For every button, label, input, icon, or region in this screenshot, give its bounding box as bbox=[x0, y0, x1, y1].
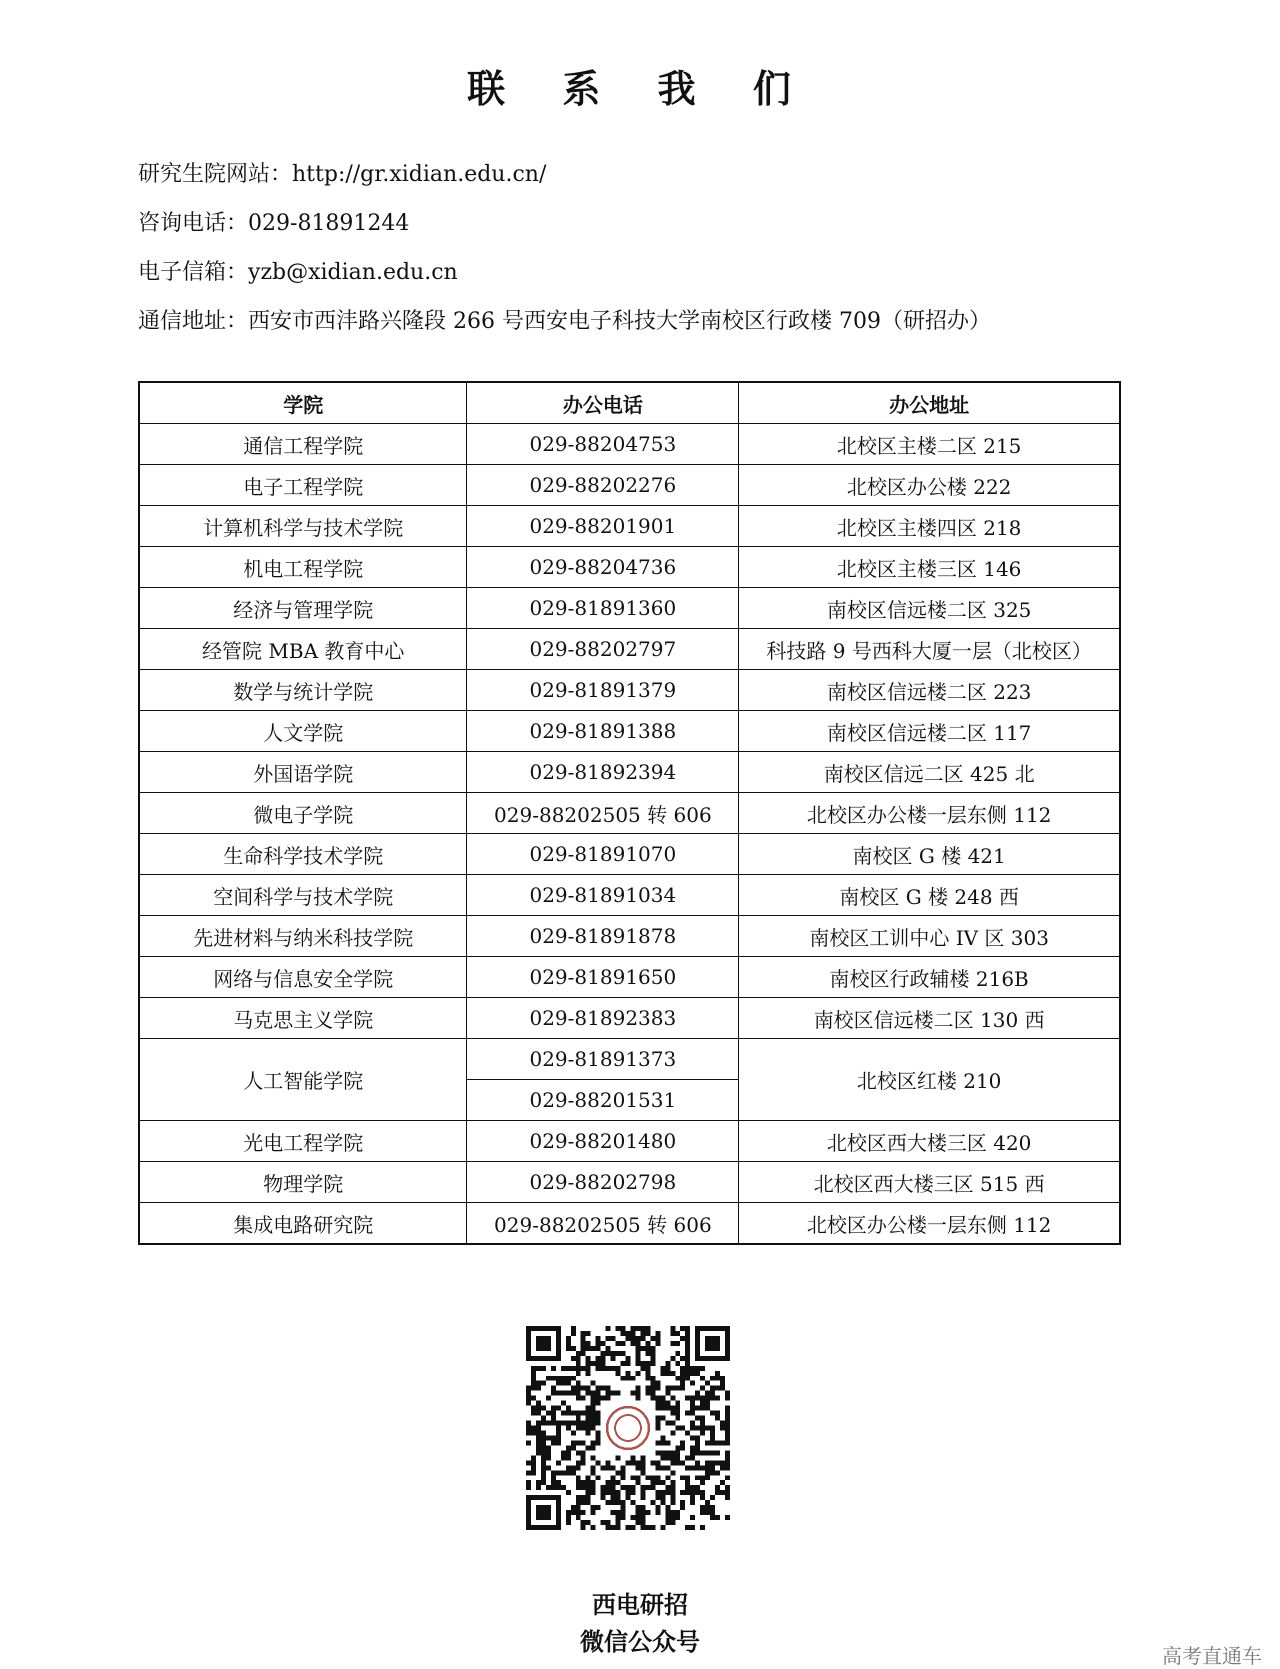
table-row bbox=[139, 547, 1120, 588]
address-cell: 南校区信远楼二区 117 bbox=[739, 711, 1120, 752]
table-row bbox=[139, 629, 1120, 670]
address-cell: 北校区主楼二区 215 bbox=[739, 424, 1120, 465]
table-row bbox=[139, 752, 1120, 793]
college-cell: 马克思主义学院 bbox=[139, 998, 467, 1039]
college-cell: 通信工程学院 bbox=[139, 424, 467, 465]
college-cell: 电子工程学院 bbox=[139, 465, 467, 506]
info-website bbox=[138, 155, 991, 204]
contact-info bbox=[138, 155, 991, 351]
phone-cell: 029-88201901 bbox=[467, 506, 739, 547]
college-cell: 光电工程学院 bbox=[139, 1121, 467, 1162]
college-cell: 数学与统计学院 bbox=[139, 670, 467, 711]
qr-caption-line2: 微信公众号 bbox=[580, 1628, 700, 1656]
address-cell: 北校区红楼 210 bbox=[739, 1039, 1120, 1121]
college-cell: 物理学院 bbox=[139, 1162, 467, 1203]
address-cell: 南校区 G 楼 421 bbox=[739, 834, 1120, 875]
address-cell: 北校区西大楼三区 515 西 bbox=[739, 1162, 1120, 1203]
college-cell: 网络与信息安全学院 bbox=[139, 957, 467, 998]
phone-cell: 029-88204753 bbox=[467, 424, 739, 465]
address-cell: 北校区办公楼一层东侧 112 bbox=[739, 793, 1120, 834]
header-phone: 办公电话 bbox=[467, 382, 739, 424]
table-row bbox=[139, 916, 1120, 957]
phone-cell: 029-88204736 bbox=[467, 547, 739, 588]
phone-cell: 029-81891878 bbox=[467, 916, 739, 957]
phone-cell: 029-81891034 bbox=[467, 875, 739, 916]
college-cell: 人工智能学院 bbox=[139, 1039, 467, 1121]
college-cell: 经管院 MBA 教育中心 bbox=[139, 629, 467, 670]
address-cell: 南校区信远二区 425 北 bbox=[739, 752, 1120, 793]
table-row bbox=[139, 1039, 1120, 1080]
table-row bbox=[139, 506, 1120, 547]
table-row bbox=[139, 670, 1120, 711]
header-address: 办公地址 bbox=[739, 382, 1120, 424]
table-row bbox=[139, 1203, 1120, 1245]
college-contact-table bbox=[138, 381, 1121, 1245]
table-row bbox=[139, 793, 1120, 834]
table-row bbox=[139, 424, 1120, 465]
address-cell: 南校区信远楼二区 130 西 bbox=[739, 998, 1120, 1039]
college-cell: 微电子学院 bbox=[139, 793, 467, 834]
header-college: 学院 bbox=[139, 382, 467, 424]
info-email bbox=[138, 253, 991, 302]
address-value: 西安市西沣路兴隆段 266 号西安电子科技大学南校区行政楼 709（研招办） bbox=[248, 309, 991, 334]
address-cell: 北校区主楼三区 146 bbox=[739, 547, 1120, 588]
phone-cell: 029-88202505 转 606 bbox=[467, 1203, 739, 1245]
info-label: 通信地址： bbox=[138, 309, 249, 334]
phone-cell: 029-81891388 bbox=[467, 711, 739, 752]
table-row bbox=[139, 957, 1120, 998]
table-row bbox=[139, 1121, 1120, 1162]
college-cell: 经济与管理学院 bbox=[139, 588, 467, 629]
address-cell: 北校区办公楼 222 bbox=[739, 465, 1120, 506]
phone-cell: 029-81892394 bbox=[467, 752, 739, 793]
college-cell: 机电工程学院 bbox=[139, 547, 467, 588]
table-body bbox=[139, 424, 1120, 1245]
phone-cell: 029-88202797 bbox=[467, 629, 739, 670]
table-row bbox=[139, 834, 1120, 875]
address-cell: 北校区办公楼一层东侧 112 bbox=[739, 1203, 1120, 1245]
address-cell: 科技路 9 号西科大厦一层（北校区） bbox=[739, 629, 1120, 670]
watermark: 高考直通车 bbox=[1162, 1644, 1262, 1668]
address-cell: 南校区信远楼二区 325 bbox=[739, 588, 1120, 629]
college-cell: 先进材料与纳米科技学院 bbox=[139, 916, 467, 957]
phone-cell: 029-88202798 bbox=[467, 1162, 739, 1203]
college-cell: 集成电路研究院 bbox=[139, 1203, 467, 1245]
phone-cell: 029-88201480 bbox=[467, 1121, 739, 1162]
email-link[interactable]: yzb@xidian.edu.cn bbox=[248, 260, 458, 285]
table-row bbox=[139, 1162, 1120, 1203]
table-row bbox=[139, 465, 1120, 506]
college-cell: 空间科学与技术学院 bbox=[139, 875, 467, 916]
college-cell: 人文学院 bbox=[139, 711, 467, 752]
phone-cell: 029-81891373 bbox=[467, 1039, 739, 1080]
info-label: 研究生院网站： bbox=[138, 162, 293, 187]
address-cell: 南校区工训中心 IV 区 303 bbox=[739, 916, 1120, 957]
table-row bbox=[139, 711, 1120, 752]
phone-cell: 029-81891360 bbox=[467, 588, 739, 629]
phone-cell: 029-81891379 bbox=[467, 670, 739, 711]
address-cell: 南校区 G 楼 248 西 bbox=[739, 875, 1120, 916]
table-header-row bbox=[139, 382, 1120, 424]
wechat-qr-code-icon bbox=[526, 1326, 730, 1530]
college-cell: 外国语学院 bbox=[139, 752, 467, 793]
phone-cell: 029-81891650 bbox=[467, 957, 739, 998]
phone-value: 029-81891244 bbox=[248, 211, 410, 236]
table-row bbox=[139, 875, 1120, 916]
info-address bbox=[138, 302, 991, 351]
address-cell: 南校区信远楼二区 223 bbox=[739, 670, 1120, 711]
phone-cell: 029-88202276 bbox=[467, 465, 739, 506]
info-label: 电子信箱： bbox=[138, 260, 249, 285]
website-link[interactable]: http://gr.xidian.edu.cn/ bbox=[292, 162, 547, 187]
college-cell: 计算机科学与技术学院 bbox=[139, 506, 467, 547]
info-label: 咨询电话： bbox=[138, 211, 249, 236]
address-cell: 北校区西大楼三区 420 bbox=[739, 1121, 1120, 1162]
phone-cell: 029-88201531 bbox=[467, 1080, 739, 1121]
phone-cell: 029-81892383 bbox=[467, 998, 739, 1039]
page-title: 联 系 我 们 bbox=[467, 67, 813, 111]
address-cell: 南校区行政辅楼 216B bbox=[739, 957, 1120, 998]
address-cell: 北校区主楼四区 218 bbox=[739, 506, 1120, 547]
college-cell: 生命科学技术学院 bbox=[139, 834, 467, 875]
phone-cell: 029-88202505 转 606 bbox=[467, 793, 739, 834]
info-phone bbox=[138, 204, 991, 253]
qr-caption-line1: 西电研招 bbox=[592, 1591, 688, 1619]
phone-cell: 029-81891070 bbox=[467, 834, 739, 875]
table-row bbox=[139, 588, 1120, 629]
table-row bbox=[139, 998, 1120, 1039]
